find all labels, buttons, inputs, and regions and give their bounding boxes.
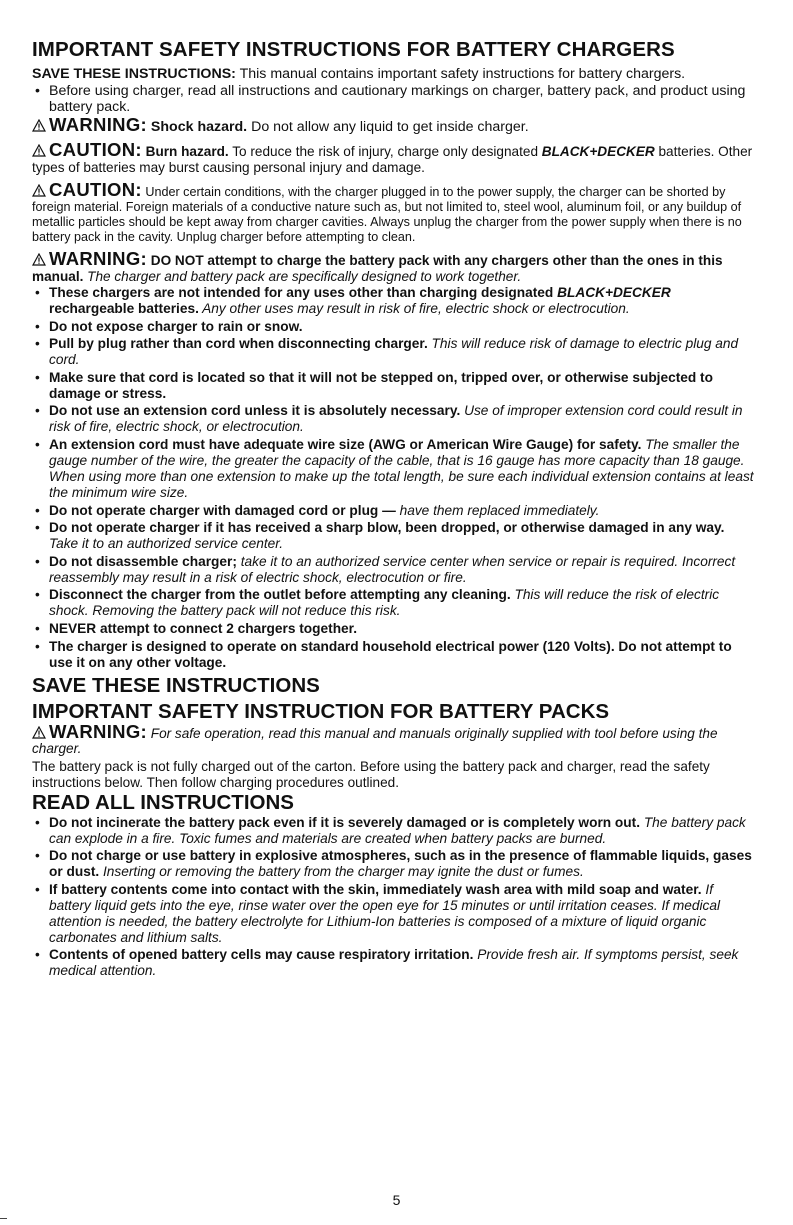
list-item	[32, 815, 757, 847]
battery-pack-instructions-list	[32, 815, 757, 980]
warning-bold-text: DO NOT attempt to charge the battery pack with any chargers other than the ones in this manual.	[32, 253, 723, 285]
charger-instructions-list	[32, 285, 757, 671]
list-item	[32, 319, 757, 335]
list-item-bold: Do not use an extension cord unless it is absolutely necessary.	[49, 403, 461, 419]
list-item-bold: Do not incinerate the battery pack even if it is severely damaged or is completely worn out.	[49, 814, 641, 830]
list-item-bold: Disconnect the charger from the outlet before attempting any cleaning.	[49, 587, 511, 603]
list-item-italic: This will reduce the risk of electric shock. Removing the battery pack will not reduce this risk.	[49, 587, 720, 619]
list-item-italic: This will reduce risk of damage to electric plug and cord.	[49, 336, 739, 368]
list-item-italic: Provide fresh air. If symptoms persist, seek medical attention.	[49, 947, 739, 979]
list-item	[32, 437, 757, 501]
list-item	[32, 621, 757, 637]
list-item-bold: Do not disassemble charger;	[49, 553, 237, 569]
caution-burn	[32, 138, 757, 176]
caution-short	[32, 179, 757, 245]
save-heading: SAVE THESE INSTRUCTIONS	[32, 673, 320, 697]
warning-triangle-icon	[32, 253, 46, 266]
save-intro-text: This manual contains important safety instructions for battery chargers.	[235, 66, 686, 82]
warning-triangle-icon	[32, 184, 46, 197]
list-item-italic: Any other uses may result in risk of fire, electric shock or electrocution.	[198, 300, 630, 316]
brand-name: BLACK+DECKER	[557, 284, 671, 300]
list-item	[32, 587, 757, 619]
warning-triangle-icon	[32, 144, 46, 157]
packs-heading: IMPORTANT SAFETY INSTRUCTION FOR BATTERY PACKS	[32, 699, 610, 723]
list-item	[32, 336, 757, 368]
warning-text: Do not allow any liquid to get inside charger.	[247, 119, 529, 136]
list-item-bold: Contents of opened battery cells may cause respiratory irritation.	[49, 947, 474, 963]
list-item	[32, 83, 757, 116]
caution-text-2: batteries. Other types of batteries may burst causing personal injury and damage.	[32, 143, 753, 176]
read-all-heading: READ ALL INSTRUCTIONS	[32, 790, 294, 814]
save-intro	[32, 66, 757, 83]
before-use-list	[32, 83, 757, 116]
warning-packs	[32, 720, 757, 758]
list-item-italic: take it to an authorized service center when service or repair is required. Incorrect reassembly may result in a risk of electric shock, electrocution or fire.	[49, 553, 736, 585]
list-item-bold: If battery contents come into contact with the skin, immediately wash area with mild soap and water.	[49, 881, 702, 897]
warning-label: WARNING:	[49, 248, 147, 270]
page-number: 5	[392, 1192, 401, 1208]
save-intro-label: SAVE THESE INSTRUCTIONS:	[32, 66, 236, 82]
list-item-bold: Do not charge or use battery in explosive atmospheres, such as in the presence of flammable liquids, gases or dust.	[49, 848, 752, 880]
list-item-italic: The smaller the gauge number of the wire, the greater the capacity of the cable, that is 16 gauge has more capacity than 18 gauge. When using more than one extension to make up the total length, be sure each individual extension contains at least the minimum wire size.	[49, 436, 754, 500]
list-item-bold: The charger is designed to operate on standard household electrical power (120 Volts). Do not attempt to use it on any other voltage.	[49, 638, 732, 670]
list-item-bold: Pull by plug rather than cord when disconnecting charger.	[49, 336, 428, 352]
warning-chargers	[32, 248, 757, 285]
warning-italic-text: For safe operation, read this manual and manuals originally supplied with tool before using the charger.	[32, 725, 718, 757]
list-item	[32, 882, 757, 946]
crop-mark	[0, 1218, 7, 1219]
caution-label: CAUTION:	[49, 179, 142, 201]
warning-hazard: Shock hazard.	[146, 119, 248, 136]
list-item	[32, 403, 757, 435]
brand-name: BLACK+DECKER	[541, 143, 655, 159]
caution-text: Under certain conditions, with the charger plugged in to the power supply, the charger can be shorted by foreign material. Foreign materials of a conductive nature such as, but not limited to, steel wool, aluminum foil, or any buildup of metallic particles should be kept away from charger cavities. Always unplug the charger from the power supply when there is no battery pack in the cavity. Unplug charger before attempting to clean.	[32, 185, 742, 245]
list-item-bold: Do not operate charger if it has received a sharp blow, been dropped, or otherwise damaged in any way.	[49, 520, 725, 536]
page-title: IMPORTANT SAFETY INSTRUCTIONS FOR BATTERY CHARGERS	[32, 38, 675, 61]
list-item-italic: The battery pack can explode in a fire. Toxic fumes and materials are created when battery packs are burned.	[49, 814, 746, 846]
warning-label: WARNING:	[49, 720, 147, 742]
warning-label: WARNING:	[49, 114, 147, 136]
list-item-italic: Take it to an authorized service center.	[49, 536, 284, 552]
list-item	[32, 554, 757, 586]
list-item-bold: Do not operate charger with damaged cord or plug —	[49, 502, 396, 518]
list-item-bold: An extension cord must have adequate wire size (AWG or American Wire Gauge) for safety.	[49, 436, 642, 452]
caution-label: CAUTION:	[49, 138, 142, 160]
list-item	[32, 285, 757, 317]
list-item-italic: Use of improper extension cord could result in risk of fire, electric shock, or electrocution.	[49, 403, 743, 435]
list-item	[32, 848, 757, 880]
list-item-bold: NEVER attempt to connect 2 chargers together.	[49, 620, 358, 636]
warning-shock	[32, 114, 757, 136]
list-item	[32, 520, 757, 552]
list-item-bold: Make sure that cord is located so that it will not be stepped on, tripped over, or otherwise subjected to damage or stress.	[49, 369, 713, 401]
list-item-italic: have them replaced immediately.	[395, 502, 600, 518]
warning-triangle-icon	[32, 726, 46, 739]
list-item	[32, 947, 757, 979]
warning-italic-text: The charger and battery pack are specifically designed to work together.	[83, 269, 522, 285]
list-item-italic: Inserting or removing the battery from the charger may ignite the dust or fumes.	[99, 864, 584, 880]
list-item-bold: rechargeable batteries.	[49, 300, 199, 316]
caution-hazard: Burn hazard.	[141, 143, 229, 159]
caution-text: To reduce the risk of injury, charge only designated	[228, 143, 542, 159]
list-item-bold: These chargers are not intended for any uses other than charging designated	[49, 284, 558, 300]
list-item-bold: Do not expose charger to rain or snow.	[49, 318, 303, 334]
list-item-text: Before using charger, read all instructions and cautionary markings on charger, battery pack, and product using battery pack.	[49, 82, 746, 116]
warning-triangle-icon	[32, 119, 46, 132]
list-item	[32, 370, 757, 402]
list-item	[32, 503, 757, 519]
list-item-italic: If battery liquid gets into the eye, rinse water over the open eye for 15 minutes or until irritation ceases. If medical attention is needed, the battery electrolyte for Lithium-Ion batteries is composed of a mixture of liquid organic carbonates and lithium salts.	[49, 881, 721, 945]
packs-intro: The battery pack is not fully charged out of the carton. Before using the battery pack and charger, read the safety instructions below. Then follow charging procedures outlined.	[32, 759, 710, 790]
list-item	[32, 639, 757, 671]
